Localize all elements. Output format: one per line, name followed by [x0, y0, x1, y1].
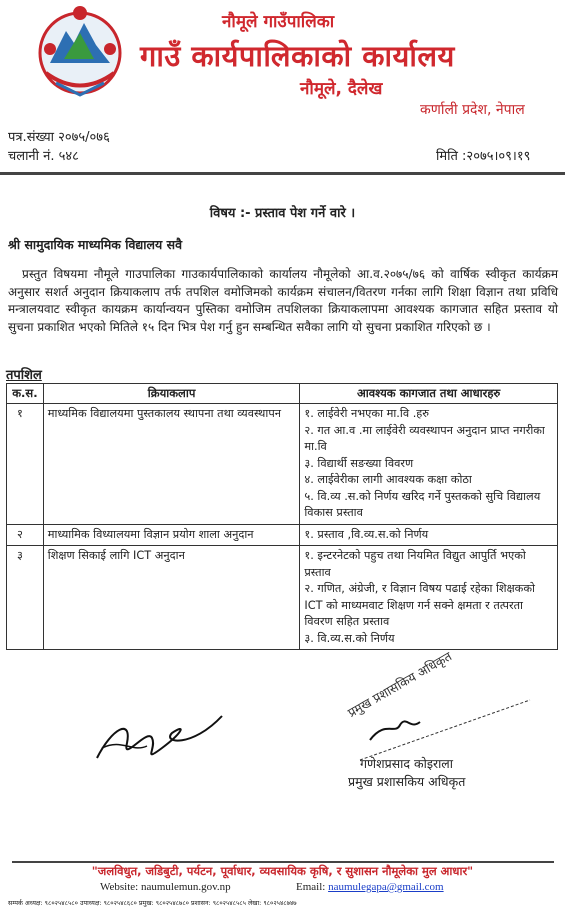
row-sn: १ — [7, 404, 44, 525]
requirement-item: २. गणित, अंग्रेजी, र विज्ञान विषय पढाई रहेका शिक्षकको ICT को माध्यमवाट शिक्षण गर्न सक्ने क्षमता र तत्परता विवरण सहित प्रस्ताव — [304, 582, 535, 628]
requirement-item: १. लाईवेरी नभएका मा.वि .हरु — [304, 407, 430, 420]
email-link[interactable]: naumulegapa@gmail.com — [328, 881, 444, 893]
body-paragraph: प्रस्तुत विषयमा नौमूले गाउपालिका गाउकार्यपालिकाको कार्यालय नौमूलेको आ.व.२०७५/७६ को वार्षिक स्वीकृत कार्यक्रम अनुसार सशर्त अनुदान क्रियाकलाप तर्फ तपशिल वमोजिमको कार्यक्रम संचालन/वितरण गर्नका लागि शिक्षा विज्ञान तथा प्रविधि मन्त्रालयवाट स्वीकृत कायक्रम कार्यान्वयन पुस्तिका वमोजिम तपशिलका क्रियाकलापमा आवश्यक कागजात सहित प्रस्ताव यो सुचना प्रकाशित भएको मितिले १५ दिन भित्र पेश गर्नु हुन सम्बन्धित सवैका लागि यो सुचना प्रकाशित गरिएको छ । — [8, 267, 558, 334]
table-row — [7, 524, 558, 546]
municipality-name: नौमूले गाउँपालिका — [222, 12, 335, 32]
subject-line: विषय :- प्रस्ताव पेश गर्ने वारे । — [209, 206, 356, 221]
email-block — [296, 881, 444, 893]
row-activity: माध्यमिक विद्यालयमा पुस्तकालय स्थापना तथा व्यवस्थापन — [43, 404, 300, 525]
table-row — [7, 546, 558, 650]
requirement-item: ४. लाईवेरीका लागी आवश्यक कक्षा कोठा — [304, 473, 472, 486]
letter-date: मिति :२०७५।०९।१९ — [436, 149, 531, 164]
office-title: गाउँ कार्यपालिकाको कार्यालय — [140, 39, 455, 73]
dispatch-number: चलानी नं. ५४८ — [8, 149, 79, 164]
requirement-item: १. इन्टरनेटको पहुच तथा नियमित विद्युत आपुर्ति भएको प्रस्ताव — [304, 549, 526, 579]
row-requirements — [300, 404, 558, 525]
footer-divider — [12, 861, 554, 863]
row-activity: माध्यामिक विध्यालयमा विज्ञान प्रयोग शाला अनुदान — [43, 524, 300, 546]
contact-numbers: सम्पर्क अध्यक्ष: ९८०२५४८५८० उपाध्यक्ष: ९८०२५४८६८० प्रमुख: ९८०२५४८७८० प्रशासन: ९८०२५४८५८५ लेखा: ९८०२५४८७४७ — [8, 899, 297, 907]
letter-number: पत्र.संख्या २०७५/०७६ — [8, 130, 110, 145]
nepal-emblem-logo — [36, 3, 124, 103]
website-text: Website: naumulemun.gov.np — [100, 881, 231, 893]
signatory-designation: प्रमुख प्रशासकिय अधिकृत — [348, 774, 466, 789]
header-divider — [0, 172, 565, 175]
row-sn: २ — [7, 524, 44, 546]
signatory-name: गणेशप्रसाद कोइराला — [360, 756, 454, 771]
requirement-item: १. प्रस्ताव ,वि.व्य.स.को निर्णय — [304, 527, 429, 541]
requirement-item: २. गत आ.व .मा लाईवेरी व्यवस्थापन अनुदान प्राप्त नगरीका मा.वि — [304, 423, 545, 453]
requirement-item: ३. विद्यार्थी सङख्या विवरण — [304, 456, 414, 470]
requirement-item: ३. वि.व्य.स.को निर्णय — [304, 631, 395, 645]
requirement-item: ५. वि.व्य .स.को निर्णय खरिद गर्ने पुस्तकको सुचि विद्यालय विकास प्रस्ताव — [304, 489, 541, 519]
details-table — [6, 383, 558, 650]
signature-stamp-text: प्रमुख प्रशासकिय अधिकृत — [345, 648, 455, 721]
row-requirements — [300, 524, 558, 546]
province-label: कर्णाली प्रदेश, नेपाल — [420, 102, 525, 118]
row-activity: शिक्षण सिकाई लागि ICT अनुदान — [43, 546, 300, 650]
row-sn: ३ — [7, 546, 44, 650]
signature-scribble — [92, 708, 232, 768]
col-header-requirements: आवश्यक कागजात तथा आधारहरु — [300, 384, 558, 404]
col-header-sn: क.स. — [7, 384, 44, 404]
table-header-row — [7, 384, 558, 404]
office-location: नौमूले, दैलेख — [300, 79, 383, 99]
recipient: श्री सामुदायिक माध्यमिक विद्यालय सवै — [8, 237, 183, 252]
table-caption: तपशिल — [6, 368, 42, 383]
col-header-activity: क्रियाकलाप — [43, 384, 300, 404]
email-label: Email: — [296, 881, 326, 893]
table-row — [7, 404, 558, 525]
row-requirements — [300, 546, 558, 650]
footer-slogan: "जलविधुत, जडिबुटी, पर्यटन, पूर्वाधार, व्यवसायिक कृषि, र सुशासन नौमूलेका मुल आधार" — [91, 864, 474, 878]
